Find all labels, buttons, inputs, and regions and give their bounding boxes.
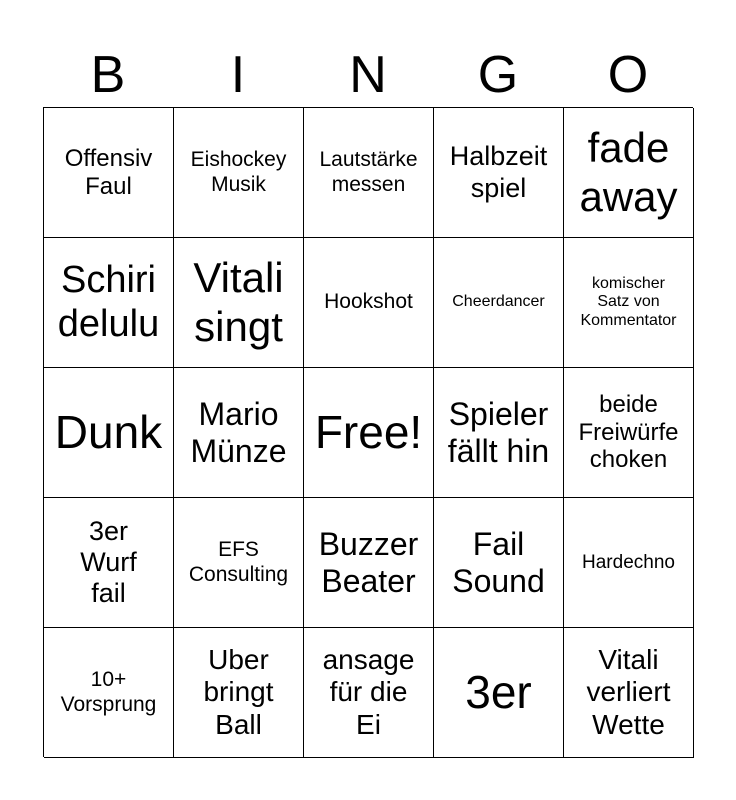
cell-text: 10+ Vorsprung <box>60 668 157 716</box>
bingo-cell[interactable] <box>174 108 304 238</box>
bingo-cell[interactable] <box>564 628 694 758</box>
cell-text: Spieler fällt hin <box>447 395 550 469</box>
cell-text: Lautstärke messen <box>319 148 418 196</box>
cell-text: ansage für die Ei <box>322 644 415 740</box>
cell-text: 3er Wurf fail <box>80 515 137 609</box>
cell-text: beide Freiwürfe choken <box>578 391 679 474</box>
cell-text: Buzzer Beater <box>318 525 419 599</box>
cell-text: Eishockey Musik <box>190 148 287 196</box>
header-letter-b: B <box>90 46 126 104</box>
cell-text: Free! <box>314 406 423 459</box>
bingo-cell[interactable] <box>174 238 304 368</box>
bingo-cell[interactable] <box>434 108 564 238</box>
bingo-cell[interactable] <box>304 628 434 758</box>
cell-text: Offensiv Faul <box>64 144 153 200</box>
cell-text: Mario Münze <box>190 395 287 469</box>
bingo-cell[interactable] <box>44 498 174 628</box>
bingo-cell[interactable] <box>434 238 564 368</box>
bingo-cell[interactable] <box>434 368 564 498</box>
cell-text: EFS Consulting <box>188 538 289 586</box>
bingo-cell[interactable] <box>44 238 174 368</box>
cell-text: Halbzeit spiel <box>449 141 548 203</box>
cell-text: Fail Sound <box>452 525 545 599</box>
bingo-cell[interactable] <box>304 498 434 628</box>
header-letter-g: G <box>477 46 519 104</box>
bingo-cell[interactable] <box>44 368 174 498</box>
header-letter-i: I <box>230 46 246 104</box>
bingo-cell[interactable] <box>564 498 694 628</box>
bingo-cell[interactable] <box>44 108 174 238</box>
header-letter-n: N <box>349 46 387 104</box>
bingo-cell[interactable] <box>304 108 434 238</box>
bingo-cell[interactable] <box>434 498 564 628</box>
cell-text: Vitali singt <box>193 254 284 350</box>
bingo-cell[interactable] <box>44 628 174 758</box>
bingo-cell[interactable] <box>564 238 694 368</box>
header-letter-o: O <box>607 46 649 104</box>
cell-text: Hardechno <box>582 551 675 573</box>
bingo-cell[interactable] <box>434 628 564 758</box>
bingo-cell free-space[interactable] <box>304 368 434 498</box>
bingo-cell[interactable] <box>174 498 304 628</box>
cell-text: fade away <box>579 124 678 220</box>
cell-text: Vitali verliert Wette <box>586 644 671 740</box>
bingo-header <box>43 44 693 106</box>
cell-text: Uber bringt Ball <box>203 644 274 740</box>
cell-text: Cheerdancer <box>452 293 545 311</box>
cell-text: Dunk <box>54 406 163 459</box>
bingo-cell[interactable] <box>564 108 694 238</box>
cell-text: Hookshot <box>324 290 413 314</box>
cell-text: 3er <box>465 666 532 719</box>
bingo-cell[interactable] <box>174 368 304 498</box>
bingo-grid <box>43 107 693 757</box>
bingo-cell[interactable] <box>304 238 434 368</box>
cell-text: Schiri delulu <box>57 258 160 345</box>
cell-text: komischer Satz von Kommentator <box>580 274 677 329</box>
bingo-cell[interactable] <box>174 628 304 758</box>
bingo-cell[interactable] <box>564 368 694 498</box>
